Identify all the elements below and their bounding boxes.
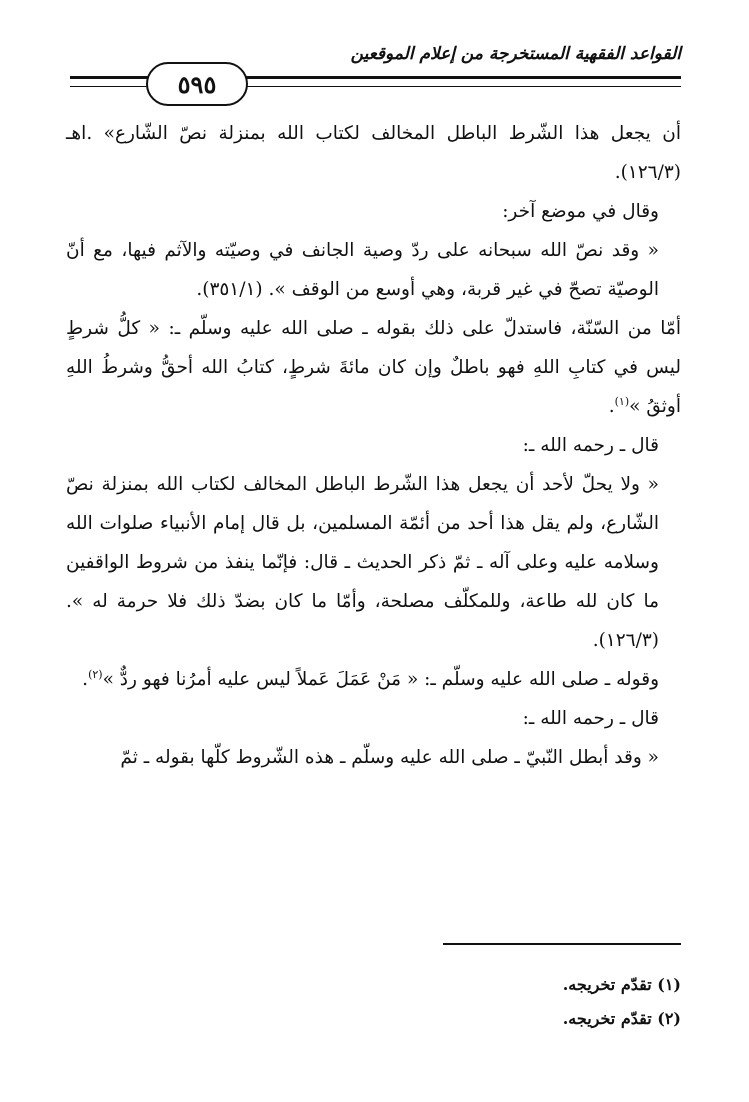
paragraph-quote-condition: « ولا يحلّ لأحد أن يجعل هذا الشّرط الباطل المخالف لكتاب الله بمنزلة نصّ الشّارع، ولم يقل هذا أحد من أئمّة المسلمين، بل قال إمام الأنبياء صلوات الله وسلامه عليه وعلى آله ـ ثمّ ذكر الحديث ـ قال: فإنّما ينفذ من شروط الواقفين ما كان لله طاعة، وللمكلّف مصلحة، وأمّا ما كان بضدّ ذلك فلا حرمة له ». (١٢٦/٣). [66, 474, 659, 651]
paragraph-quote-will: « وقد نصّ الله سبحانه على ردّ وصية الجانف في وصيّته والآثم فيها، مع أنّ الوصيّة تصحّ في غير قربة، وهي أوسع من الوقف ». (٣٥١/١). [66, 240, 659, 300]
paragraph-hadith-radd [66, 660, 681, 699]
paragraph-sunnah-evidence [66, 309, 681, 426]
paragraph-he-said-2: قال ـ رحمه الله ـ: [522, 708, 659, 729]
hadith-radd-text: وقوله ـ صلى الله عليه وسلّم ـ: « مَنْ عَمَلَ عَملاً ليس عليه أمرُنا فهو ردٌّ » [102, 669, 659, 690]
paragraph-intro-other-place: وقال في موضع آخر: [502, 201, 659, 222]
footnotes [563, 968, 681, 1036]
footnote-ref-1: (١) [614, 394, 630, 408]
footnote-separator [443, 943, 681, 945]
paragraph-continuation: أن يجعل هذا الشّرط الباطل المخالف لكتاب الله بمنزلة نصّ الشّارع» .اهـ (١٢٦/٣). [66, 123, 681, 183]
sentence-end-2: . [82, 669, 89, 690]
page-number: ٥٩٥ [146, 62, 248, 106]
paragraph-quote-annulled: « وقد أبطل النّبيّ ـ صلى الله عليه وسلّم ـ هذه الشّروط كلّها بقوله ـ ثمّ [120, 747, 659, 768]
main-text [66, 114, 681, 777]
footnote-1: (١) تقدّم تخريجه. [562, 975, 681, 994]
footnote-ref-2: (٢) [88, 667, 103, 681]
footnote-2: (٢) تقدّم تخريجه. [562, 1009, 681, 1028]
sentence-end: . [608, 396, 615, 417]
hadith-text: أمّا من السّنّة، فاستدلّ على ذلك بقوله ـ صلى الله عليه وسلّم ـ: « كلُّ شرطٍ ليس في كتابِ اللهِ فهو باطلٌ وإن كان مائةَ شرطٍ، كتابُ الله أحقُّ وشرطُ اللهِ أوثقُ » [66, 318, 681, 417]
paragraph-he-said-1: قال ـ رحمه الله ـ: [522, 435, 659, 456]
running-title: القواعد الفقهية المستخرجة من إعلام الموقعين [350, 44, 681, 64]
